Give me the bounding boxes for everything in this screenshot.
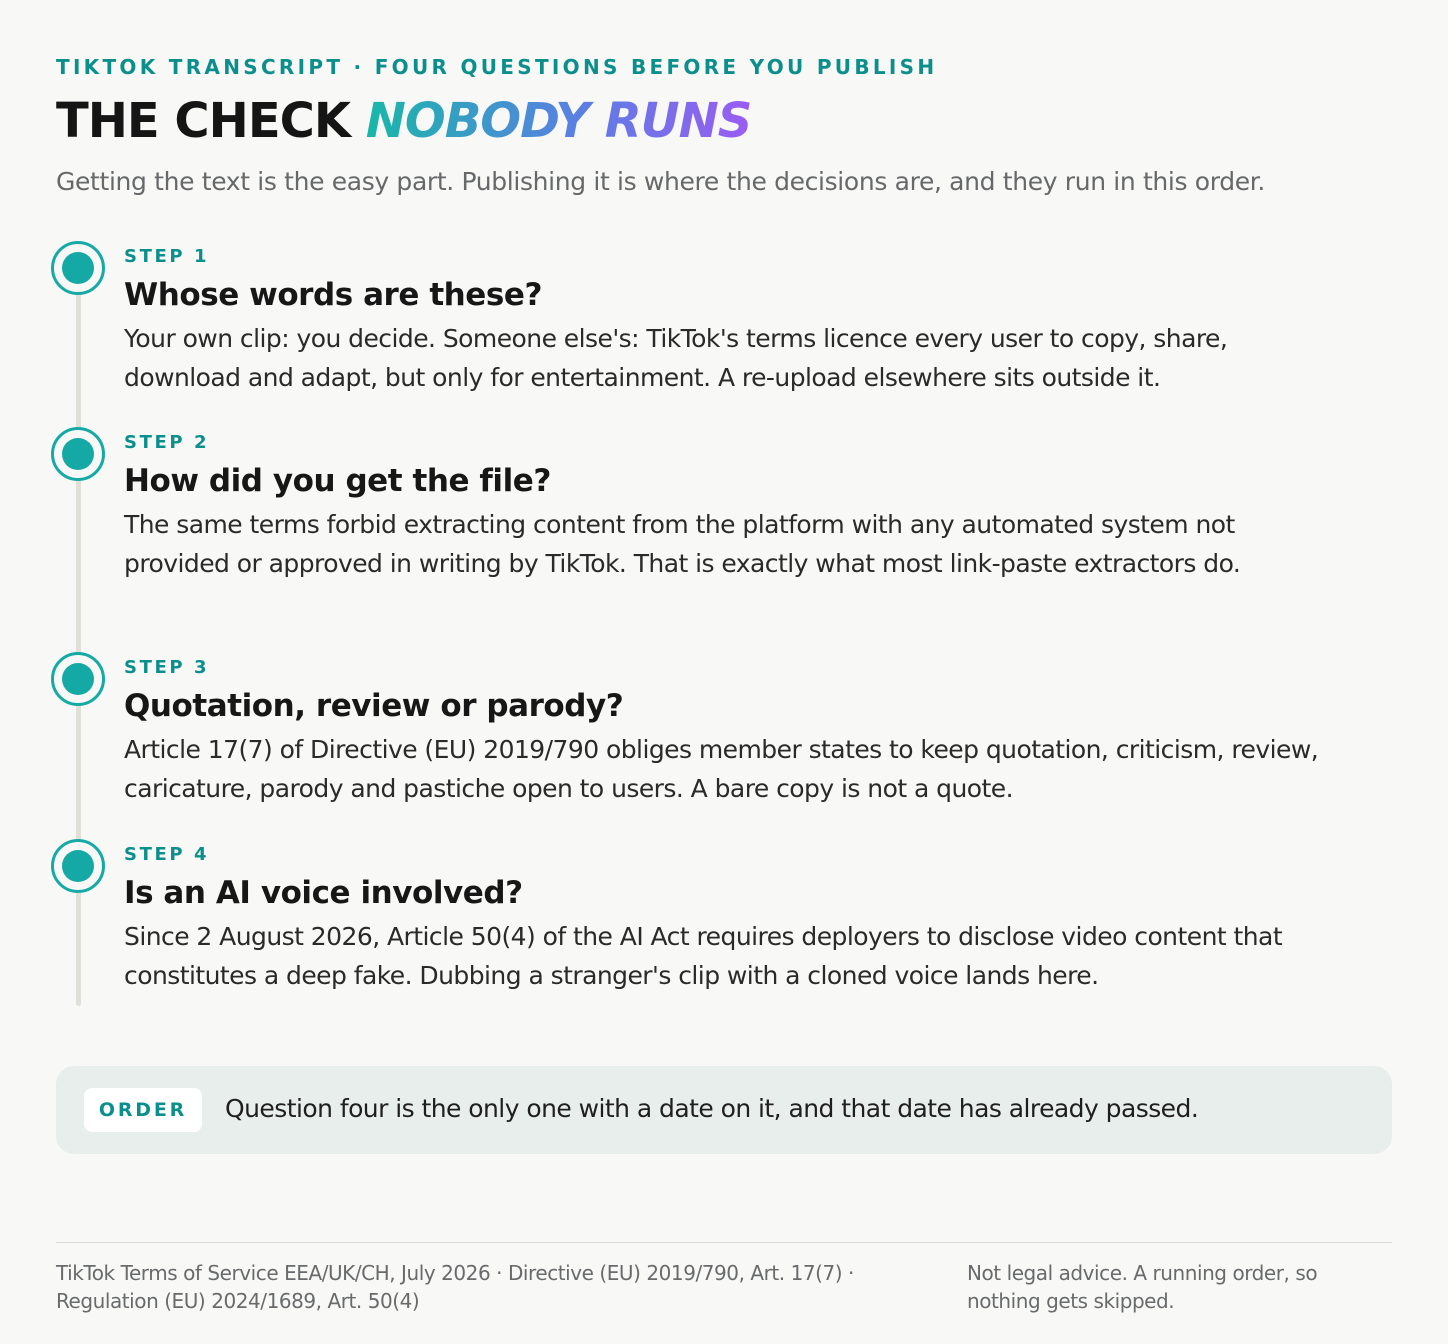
step-heading: How did you get the file? — [124, 463, 551, 499]
eyebrow-label: TIKTOK TRANSCRIPT · FOUR QUESTIONS BEFORE YOU PUBLISH — [56, 55, 938, 79]
step-marker-icon — [51, 839, 105, 893]
step-marker-icon — [51, 241, 105, 295]
page-subtitle: Getting the text is the easy part. Publishing it is where the decisions are, and they run in this order. — [56, 167, 1266, 196]
step-description: Since 2 August 2026, Article 50(4) of the AI Act requires deployers to disclose video content that constitutes a deep fake. Dubbing a stranger's clip with a cloned voice lands here. — [124, 922, 1283, 990]
step-heading: Quotation, review or parody? — [124, 688, 624, 724]
step-label: STEP 1 — [124, 246, 210, 267]
page-title — [56, 91, 751, 151]
timeline-rail — [76, 268, 81, 1006]
order-badge: ORDER — [84, 1088, 202, 1132]
step-marker-icon — [51, 427, 105, 481]
order-callout — [56, 1066, 1392, 1154]
step-description: Your own clip: you decide. Someone else's: TikTok's terms licence every user to copy, share, download and adapt, but only for entertainment. A re-upload elsewhere sits outside it. — [124, 324, 1228, 392]
step-heading: Is an AI voice involved? — [124, 875, 523, 911]
step-description: Article 17(7) of Directive (EU) 2019/790 obliges member states to keep quotation, criticism, review, caricature, parody and pastiche open to users. A bare copy is not a quote. — [124, 735, 1319, 803]
page-title-accent: NOBODY RUNS — [365, 93, 752, 149]
step-description: The same terms forbid extracting content from the platform with any automated system not provided or approved in writing by TikTok. That is exactly what most link-paste extractors do. — [124, 510, 1241, 578]
page-title-main: THE CHECK — [56, 93, 366, 149]
step-label: STEP 4 — [124, 844, 210, 865]
step-label: STEP 3 — [124, 657, 210, 678]
step-label: STEP 2 — [124, 432, 210, 453]
four-questions-checklist — [56, 0, 1392, 1344]
step-heading: Whose words are these? — [124, 277, 542, 313]
step-marker-icon — [51, 652, 105, 706]
legal-disclaimer: Not legal advice. A running order, so nothing gets skipped. — [967, 1261, 1318, 1313]
callout-text: Question four is the only one with a date on it, and that date has already passed. — [225, 1094, 1199, 1123]
footer-divider — [56, 1242, 1392, 1243]
source-citations: TikTok Terms of Service EEA/UK/CH, July 2026 · Directive (EU) 2019/790, Art. 17(7) · Regulation (EU) 2024/1689, Art. 50(4) — [56, 1261, 854, 1313]
